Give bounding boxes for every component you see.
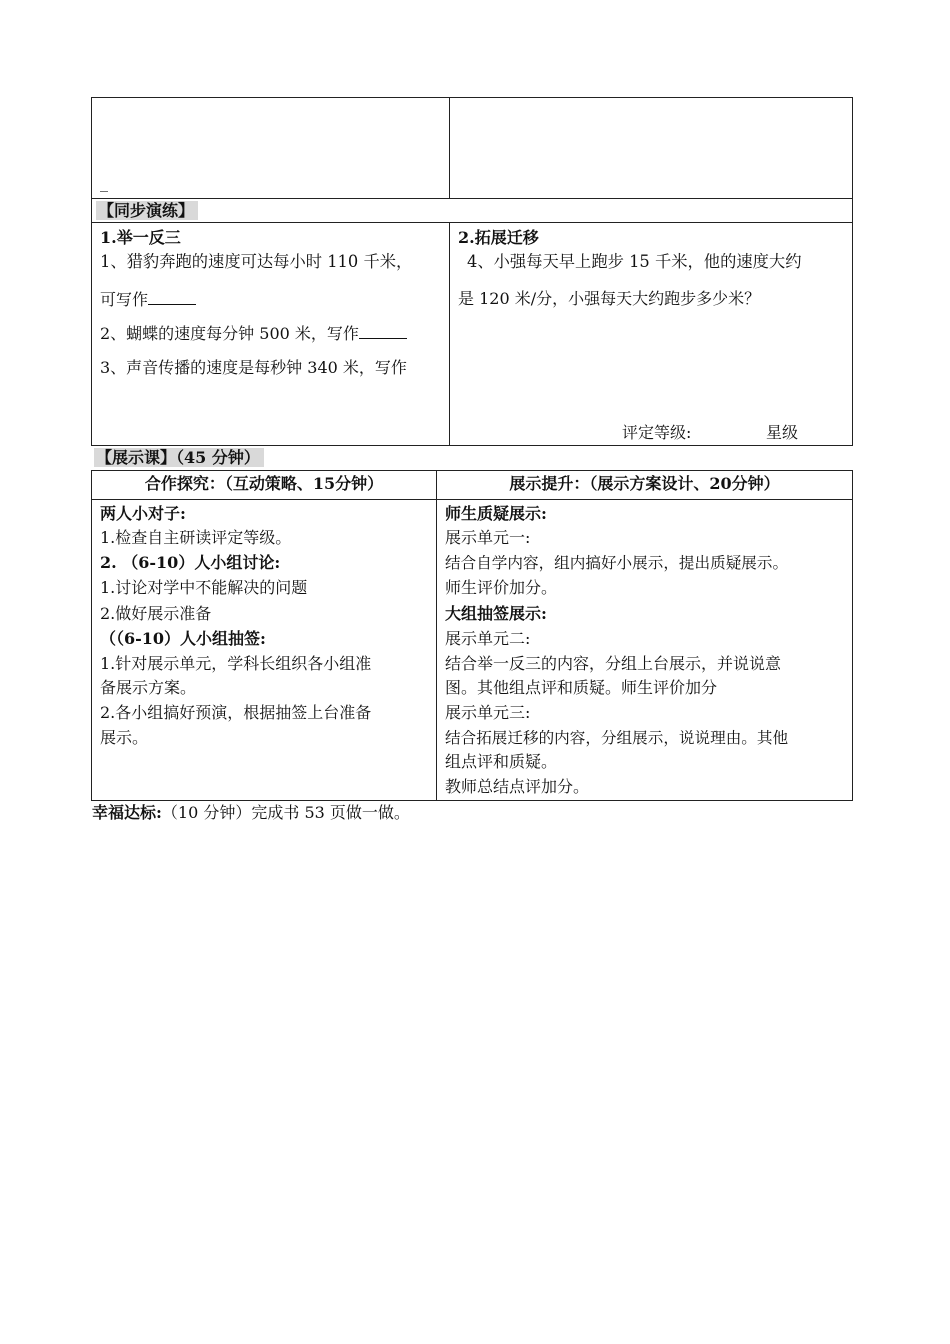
right-line-8: 图。其他组点评和质疑。师生评价加分 bbox=[445, 678, 718, 697]
left-line-2: 1.检查自主研读评定等级。 bbox=[100, 528, 292, 547]
right-line-3: 结合自学内容，组内搞好小展示，提出质疑展示。 bbox=[445, 554, 789, 572]
left-line-3: 2. （6-10）人小组讨论: bbox=[100, 553, 281, 572]
q2-answer-blank[interactable] bbox=[359, 322, 407, 339]
sync-q2: 2、蝴蝶的速度每分钟 500 米，写作 bbox=[100, 322, 407, 345]
top-table-divider bbox=[449, 97, 450, 199]
rating-label: 评定等级: bbox=[622, 423, 692, 442]
right-line-2: 展示单元一: bbox=[445, 528, 531, 547]
top-left-cell-mark: _ bbox=[100, 173, 108, 192]
sync-q1-line1: 1、猎豹奔跑的速度可达每小时 110 千米， bbox=[100, 252, 413, 271]
right-line-10: 结合拓展迁移的内容，分组展示，说说理由。其他 bbox=[445, 729, 789, 747]
show-class-divider bbox=[436, 470, 437, 801]
footer-text: （10 分钟）完成书 53 页做一做。 bbox=[161, 803, 410, 822]
right-line-4: 师生评价加分。 bbox=[445, 578, 558, 597]
sync-q3: 3、声音传播的速度是每秒钟 340 米，写作 bbox=[100, 358, 407, 377]
left-line-1: 两人小对子: bbox=[100, 504, 186, 523]
right-line-7: 结合举一反三的内容，分组上台展示，并说说意 bbox=[445, 654, 782, 673]
left-line-9: 2.各小组搞好预演，根据抽签上台准备 bbox=[100, 703, 372, 722]
right-line-9: 展示单元三: bbox=[445, 703, 531, 722]
sync-body-divider bbox=[449, 222, 450, 445]
sync-q4-line1: 4、小强每天早上跑步 15 千米，他的速度大约 bbox=[467, 252, 802, 271]
col-left-header: 合作探究：（互动策略、15分钟） bbox=[144, 474, 384, 493]
sync-right-title: 2.拓展迁移 bbox=[458, 228, 539, 247]
sync-practice-header: 【同步演练】 bbox=[96, 200, 198, 222]
sync-header-row bbox=[91, 198, 853, 223]
right-line-5: 大组抽签展示: bbox=[445, 604, 547, 623]
right-line-1: 师生质疑展示: bbox=[445, 504, 547, 523]
sync-q4-line2: 是 120 米/分，小强每天大约跑步多少米？ bbox=[458, 289, 761, 308]
footer-line bbox=[92, 802, 410, 824]
left-line-6: （（6-10）人小组抽签: bbox=[100, 629, 266, 648]
sync-q1-line2: 可写作 bbox=[100, 288, 196, 311]
show-class-header: 【展示课】（45 分钟） bbox=[94, 447, 264, 469]
rating-unit: 星级 bbox=[766, 423, 799, 442]
left-line-8: 备展示方案。 bbox=[100, 678, 197, 697]
left-line-10: 展示。 bbox=[100, 728, 149, 747]
left-line-7: 1.针对展示单元，学科长组织各小组准 bbox=[100, 654, 372, 673]
q1-answer-blank[interactable] bbox=[148, 288, 196, 305]
right-line-11: 组点评和质疑。 bbox=[445, 752, 558, 771]
left-line-5: 2.做好展示准备 bbox=[100, 604, 212, 623]
right-line-6: 展示单元二: bbox=[445, 629, 531, 648]
left-line-4: 1.讨论对学中不能解决的问题 bbox=[100, 578, 308, 597]
col-right-header: 展示提升：（展示方案设计、20分钟） bbox=[509, 474, 780, 493]
footer-label: 幸福达标: bbox=[92, 803, 162, 822]
top-table bbox=[91, 97, 853, 199]
right-line-12: 教师总结点评加分。 bbox=[445, 777, 590, 796]
sync-left-title: 1.举一反三 bbox=[100, 228, 181, 247]
